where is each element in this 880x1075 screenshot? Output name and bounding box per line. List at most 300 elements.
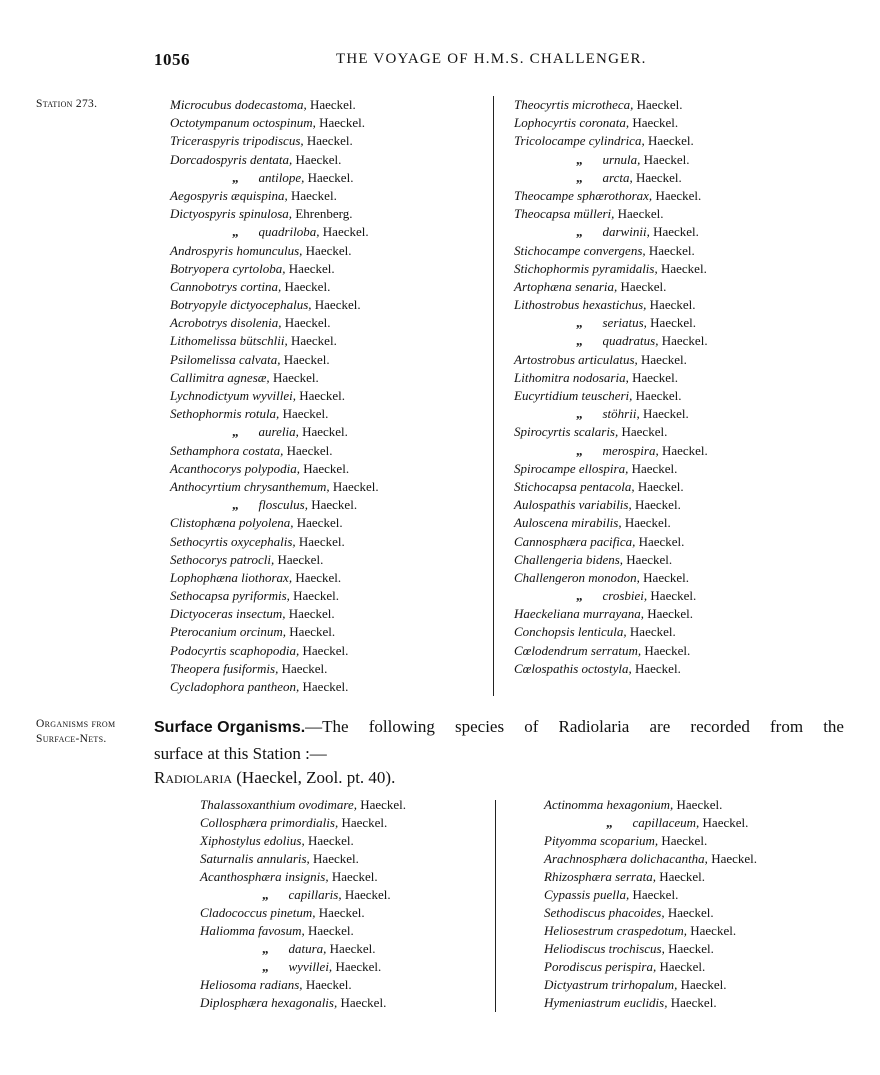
species-name: Spirocampe ellospira, (514, 460, 629, 476)
species-authority: Haeckel. (647, 606, 694, 622)
species-name: Botryopera cyrtoloba, (170, 260, 286, 276)
species-authority: Haeckel. (282, 406, 329, 422)
station-label: Station 273. (36, 98, 98, 110)
species-entry (170, 478, 379, 496)
species-entry (514, 369, 708, 387)
species-entry (544, 940, 757, 958)
species-authority: Haeckel. (637, 478, 684, 494)
species-authority: Haeckel. (307, 169, 354, 185)
species-entry (170, 369, 379, 387)
species-authority: Haeckel. (295, 151, 342, 167)
species-entry (170, 296, 379, 314)
species-entry (170, 351, 379, 369)
species-authority: Haeckel. (635, 388, 682, 403)
species-entry (514, 114, 708, 132)
species-entry (170, 405, 379, 423)
species-authority: Haeckel. (298, 533, 345, 549)
species-entry (514, 151, 708, 169)
species-entry (544, 994, 757, 1012)
species-authority: Haeckel. (293, 588, 339, 604)
paragraph-first-line (154, 714, 844, 741)
species-name: Rhizosphæra serrata, (544, 869, 656, 884)
species-entry (170, 205, 379, 223)
species-name: Dictyospyris spinulosa, (170, 206, 293, 222)
species-name: Stichocampe convergens, (514, 242, 646, 258)
species-authority: Haeckel. (289, 624, 336, 640)
species-authority: Haeckel. (659, 959, 706, 974)
species-name: Cœlospathis octostyla, (514, 660, 632, 676)
ditto-mark: „ (262, 941, 269, 956)
species-authority: Haeckel. (319, 115, 365, 131)
species-authority: Haeckel. (621, 424, 668, 440)
species-authority: Haeckel. (288, 606, 335, 622)
species-authority: Haeckel. (653, 224, 699, 240)
species-name: Heliosoma radians, (200, 977, 303, 992)
species-entry (514, 242, 708, 260)
species-authority: Haeckel. (281, 660, 328, 676)
species-authority: Haeckel. (650, 315, 697, 331)
species-authority: Haeckel. (307, 833, 354, 848)
species-entry (544, 850, 757, 868)
species-authority: Haeckel. (329, 941, 376, 956)
species-authority: Haeckel. (655, 187, 702, 203)
species-name: Lithomelissa bütschlii, (170, 333, 288, 349)
species-name: Stichocapsa pentacola, (514, 478, 635, 494)
species-entry (514, 660, 708, 678)
species-authority: Haeckel. (307, 923, 354, 938)
species-authority: Haeckel. (634, 497, 681, 513)
species-authority: Haeckel. (302, 424, 348, 440)
species-name: Collosphæra primordialis, (200, 815, 339, 830)
ditto-mark: „ (606, 815, 613, 830)
species-name: Artophæna senaria, (514, 278, 618, 294)
species-authority: Haeckel. (711, 851, 758, 866)
species-authority: Haeckel. (661, 833, 708, 848)
species-entry (544, 868, 757, 886)
species-authority: Haeckel. (272, 369, 319, 385)
running-title: THE VOYAGE OF H.M.S. CHALLENGER. (336, 51, 647, 67)
species-name: Stichophormis pyramidalis, (514, 260, 658, 276)
species-name: Theocampe sphærothorax, (514, 187, 653, 203)
species-entry (514, 96, 708, 114)
species-name: capillaceum, (632, 815, 700, 830)
species-authority: Haeckel. (643, 151, 690, 167)
species-entry (514, 205, 708, 223)
species-entry (544, 976, 757, 994)
species-entry (170, 387, 379, 405)
species-entry (544, 832, 757, 850)
species-entry (514, 223, 708, 241)
species-authority: Haeckel. (318, 905, 365, 920)
species-authority: Haeckel. (647, 133, 694, 149)
species-entry (514, 478, 708, 496)
species-entry (514, 132, 708, 150)
species-authority: Haeckel. (284, 278, 331, 294)
paragraph-word: recorded (690, 717, 750, 736)
species-name: Challengeria bidens, (514, 551, 624, 567)
species-entry (544, 814, 757, 832)
ditto-mark: „ (576, 442, 583, 458)
species-entry (170, 442, 379, 460)
species-entry (514, 496, 708, 514)
species-name: Heliodiscus trochiscus, (544, 941, 665, 956)
species-name: urnula, (602, 151, 641, 167)
species-authority: Haeckel. (296, 515, 343, 531)
species-name: Pterocanium orcinum, (170, 624, 287, 640)
ditto-mark: „ (232, 169, 239, 185)
species-name: seriatus, (602, 315, 647, 331)
species-entry (170, 605, 379, 623)
species-authority: Haeckel. (299, 388, 346, 403)
species-authority: Haeckel. (286, 442, 333, 458)
species-authority: Haeckel. (314, 297, 361, 313)
species-authority: Haeckel. (702, 815, 749, 830)
species-entry (170, 678, 379, 696)
species-entry (170, 533, 379, 551)
species-name: darwinii, (602, 224, 650, 240)
species-entry (200, 940, 406, 958)
species-name: Actinomma hexagonium, (544, 797, 674, 812)
species-authority: Haeckel. (335, 959, 382, 974)
species-name: Cypassis puella, (544, 887, 630, 902)
ditto-mark: „ (576, 333, 583, 349)
species-entry (170, 660, 379, 678)
species-entry (514, 442, 708, 460)
species-name: Cannobotrys cortina, (170, 278, 282, 294)
species-authority: Haeckel. (632, 887, 679, 902)
species-name: Sethamphora costata, (170, 442, 284, 458)
species-entry (170, 514, 379, 532)
species-authority: Haeckel. (626, 551, 673, 567)
species-name: quadriloba, (258, 224, 320, 240)
species-name: Acrobotrys disolenia, (170, 315, 282, 331)
species-name: Sethocapsa pyriformis, (170, 588, 290, 604)
species-authority: Haeckel. (650, 588, 697, 604)
species-entry (514, 260, 708, 278)
ditto-mark: „ (576, 406, 583, 422)
surface-column-divider (495, 800, 496, 1012)
species-name: datura, (288, 941, 327, 956)
species-authority: Haeckel. (284, 315, 331, 331)
species-authority: Haeckel. (667, 905, 714, 920)
species-entry (514, 514, 708, 532)
species-entry (514, 551, 708, 569)
species-name: Aegospyris æquispina, (170, 187, 288, 203)
species-entry (514, 642, 708, 660)
species-authority: Haeckel. (670, 995, 717, 1010)
species-entry (514, 187, 708, 205)
species-authority: Haeckel. (305, 242, 352, 258)
surface-species-list-right (544, 796, 757, 1012)
species-name: Sethophormis rotula, (170, 406, 280, 422)
species-entry (514, 278, 708, 296)
species-entry (544, 796, 757, 814)
species-name: Lophophæna liothorax, (170, 569, 293, 585)
paragraph-second-line: surface at this Station :— (154, 744, 327, 763)
species-entry (514, 460, 708, 478)
species-name: Saturnalis annularis, (200, 851, 310, 866)
paragraph-word: the (823, 717, 844, 736)
species-authority: Haeckel. (631, 460, 678, 476)
species-authority: Haeckel. (641, 351, 687, 367)
surface-organisms-paragraph (154, 714, 844, 767)
species-entry (514, 533, 708, 551)
species-entry (514, 387, 708, 405)
species-authority: Haeckel. (313, 851, 359, 866)
species-entry (170, 642, 379, 660)
species-name: antilope, (258, 169, 305, 185)
paragraph-word: from (770, 717, 804, 736)
species-name: Triceraspyris tripodiscus, (170, 133, 304, 149)
species-authority: Haeckel. (660, 260, 707, 276)
species-name: Cannosphæra pacifica, (514, 533, 636, 549)
radiolaria-label: Radiolaria (154, 768, 232, 787)
station-species-list-left (170, 96, 379, 696)
species-authority: Haeckel. (288, 260, 335, 276)
radiolaria-reference: (Haeckel, Zool. pt. 40). (232, 768, 396, 787)
species-name: Lithomitra nodosaria, (514, 369, 629, 385)
species-authority: Haeckel. (277, 551, 324, 567)
species-name: Microcubus dodecastoma, (170, 97, 307, 112)
species-name: Lychnodictyum wyvillei, (170, 388, 296, 403)
species-authority: Haeckel. (659, 869, 706, 884)
species-name: Aulospathis variabilis, (514, 497, 632, 513)
species-name: Xiphostylus edolius, (200, 833, 305, 848)
species-authority: Haeckel. (617, 206, 664, 222)
species-entry (170, 551, 379, 569)
species-name: Diplosphæra hexagonalis, (200, 995, 338, 1010)
species-name: Arachnosphæra dolichacantha, (544, 851, 708, 866)
ditto-mark: „ (576, 315, 583, 331)
species-name: Dictyoceras insectum, (170, 606, 286, 622)
species-entry (170, 151, 379, 169)
species-entry (514, 169, 708, 187)
species-name: Podocyrtis scaphopodia, (170, 642, 300, 658)
ditto-mark: „ (232, 497, 239, 513)
species-entry (170, 187, 379, 205)
species-entry (200, 904, 406, 922)
species-entry (200, 868, 406, 886)
species-authority: Haeckel. (632, 115, 679, 131)
species-authority: Haeckel. (340, 995, 387, 1010)
species-name: Acanthocorys polypodia, (170, 460, 300, 476)
species-name: Lithostrobus hexastichus, (514, 297, 647, 313)
species-authority: Haeckel. (344, 887, 391, 902)
species-entry (200, 958, 406, 976)
species-name: Auloscena mirabilis, (514, 515, 622, 531)
ditto-mark: „ (576, 588, 583, 604)
species-authority: Ehrenberg. (295, 206, 353, 222)
species-authority: Haeckel. (303, 460, 350, 476)
species-authority: Haeckel. (661, 442, 708, 458)
species-name: Porodiscus perispira, (544, 959, 657, 974)
species-authority: Haeckel. (638, 533, 685, 549)
ditto-mark: „ (576, 169, 583, 185)
species-authority: Haeckel. (676, 797, 723, 812)
species-authority: Haeckel. (290, 187, 337, 203)
radiolaria-heading (154, 768, 395, 788)
species-entry (514, 351, 708, 369)
species-entry (170, 242, 379, 260)
species-authority: Haeckel. (649, 297, 696, 313)
species-name: Lophocyrtis coronata, (514, 115, 630, 131)
species-name: Haliomma favosum, (200, 923, 305, 938)
species-name: Haeckeliana murrayana, (514, 606, 644, 622)
species-authority: Haeckel. (341, 815, 388, 830)
species-authority: Haeckel. (668, 941, 714, 956)
species-entry (170, 223, 379, 241)
ditto-mark: „ (576, 224, 583, 240)
species-name: Artostrobus articulatus, (514, 351, 638, 367)
species-name: aurelia, (258, 424, 299, 440)
species-authority: Haeckel. (309, 97, 356, 112)
paragraph-word: species (455, 717, 505, 736)
species-name: crosbiei, (602, 588, 648, 604)
species-authority: Haeckel. (283, 351, 330, 367)
species-name: Eucyrtidium teuscheri, (514, 388, 633, 403)
species-name: Dorcadospyris dentata, (170, 151, 293, 167)
species-authority: Haeckel. (635, 169, 682, 185)
species-entry (514, 569, 708, 587)
species-entry (170, 314, 379, 332)
species-entry (170, 96, 379, 114)
species-entry (514, 605, 708, 623)
species-name: Botryopyle dictyocephalus, (170, 297, 312, 313)
sidenote-line: Surface-Nets. (36, 733, 107, 745)
species-entry (514, 405, 708, 423)
species-name: Conchopsis lenticula, (514, 624, 627, 640)
species-entry (200, 832, 406, 850)
species-entry (544, 958, 757, 976)
species-name: Callimitra agnesæ, (170, 369, 270, 385)
species-name: Cycladophora pantheon, (170, 679, 300, 694)
species-authority: Haeckel. (322, 224, 369, 240)
species-entry (200, 796, 406, 814)
paragraph-word: following (368, 717, 435, 736)
species-entry (170, 260, 379, 278)
species-name: Cladococcus pinetum, (200, 905, 316, 920)
paragraph-word: Radiolaria (558, 717, 630, 736)
species-entry (514, 423, 708, 441)
species-name: Sethocorys patrocli, (170, 551, 275, 567)
species-entry (544, 886, 757, 904)
species-authority: Haeckel. (295, 569, 342, 585)
species-name: Dictyastrum trirhopalum, (544, 977, 678, 992)
species-entry (170, 278, 379, 296)
species-name: Heliosestrum craspedotum, (544, 923, 687, 938)
species-entry (170, 569, 379, 587)
species-name: merospira, (602, 442, 659, 458)
species-name: flosculus, (258, 497, 308, 513)
species-name: Pityomma scoparium, (544, 833, 659, 848)
species-entry (200, 850, 406, 868)
species-entry (200, 994, 406, 1012)
ditto-mark: „ (262, 959, 269, 974)
species-entry (514, 332, 708, 350)
species-name: Challengeron monodon, (514, 569, 640, 585)
species-authority: Haeckel. (642, 406, 689, 422)
species-name: stöhrii, (602, 406, 640, 422)
species-entry (170, 587, 379, 605)
species-entry (170, 132, 379, 150)
species-name: Theocapsa mülleri, (514, 206, 615, 222)
species-name: quadratus, (602, 333, 659, 349)
ditto-mark: „ (232, 424, 239, 440)
species-name: Clistophæna polyolena, (170, 515, 294, 531)
species-entry (514, 587, 708, 605)
page-number: 1056 (154, 50, 190, 69)
species-name: arcta, (602, 169, 633, 185)
paragraph-lead (154, 714, 349, 741)
species-name: Sethodiscus phacoides, (544, 905, 665, 920)
paragraph-word: —The (305, 717, 349, 736)
station-species-list-right (514, 96, 708, 678)
species-authority: Haeckel. (360, 797, 407, 812)
species-authority: Haeckel. (644, 642, 691, 658)
species-authority: Haeckel. (290, 333, 337, 349)
species-entry (200, 814, 406, 832)
species-entry (200, 976, 406, 994)
species-authority: Haeckel. (661, 333, 708, 349)
species-authority: Haeckel. (620, 278, 667, 294)
species-name: Theocyrtis microtheca, (514, 97, 634, 112)
species-entry (170, 623, 379, 641)
species-authority: Haeckel. (302, 679, 349, 694)
species-name: Hymeniastrum euclidis, (544, 995, 668, 1010)
species-entry (170, 496, 379, 514)
species-entry (514, 314, 708, 332)
species-authority: Haeckel. (634, 660, 681, 676)
species-name: Octotympanum octospinum, (170, 115, 316, 131)
species-authority: Haeckel. (690, 923, 737, 938)
species-name: Anthocyrtium chrysanthemum, (170, 478, 330, 494)
species-entry (170, 332, 379, 350)
species-name: Acanthosphæra insignis, (200, 869, 329, 884)
species-authority: Haeckel. (629, 624, 676, 640)
species-authority: Haeckel. (331, 869, 378, 884)
species-entry (170, 460, 379, 478)
paragraph-word: are (649, 717, 671, 736)
species-name: Spirocyrtis scalaris, (514, 424, 619, 440)
species-entry (514, 623, 708, 641)
ditto-mark: „ (576, 151, 583, 167)
species-authority: Haeckel. (306, 133, 353, 149)
species-authority: Haeckel. (305, 977, 352, 992)
species-authority: Haeckel. (680, 977, 727, 992)
species-name: Thalassoxanthium ovodimare, (200, 797, 357, 812)
species-authority: Haeckel. (311, 497, 358, 513)
species-entry (200, 922, 406, 940)
species-authority: Haeckel. (632, 369, 678, 385)
species-name: Tricolocampe cylindrica, (514, 133, 645, 149)
sidenote-line: Organisms from (36, 718, 116, 730)
species-name: capillaris, (288, 887, 342, 902)
species-entry (514, 296, 708, 314)
species-entry (544, 904, 757, 922)
species-authority: Haeckel. (624, 515, 671, 531)
species-name: Cœlodendrum serratum, (514, 642, 642, 658)
species-name: wyvillei, (288, 959, 333, 974)
species-name: Sethocyrtis oxycephalis, (170, 533, 296, 549)
column-divider (493, 96, 494, 696)
paragraph-word: of (524, 717, 539, 736)
species-authority: Haeckel. (648, 242, 695, 258)
species-name: Androspyris homunculus, (170, 242, 303, 258)
species-name: Theopera fusiformis, (170, 660, 279, 676)
ditto-mark: „ (232, 224, 239, 240)
species-authority: Haeckel. (636, 97, 683, 112)
species-entry (170, 114, 379, 132)
